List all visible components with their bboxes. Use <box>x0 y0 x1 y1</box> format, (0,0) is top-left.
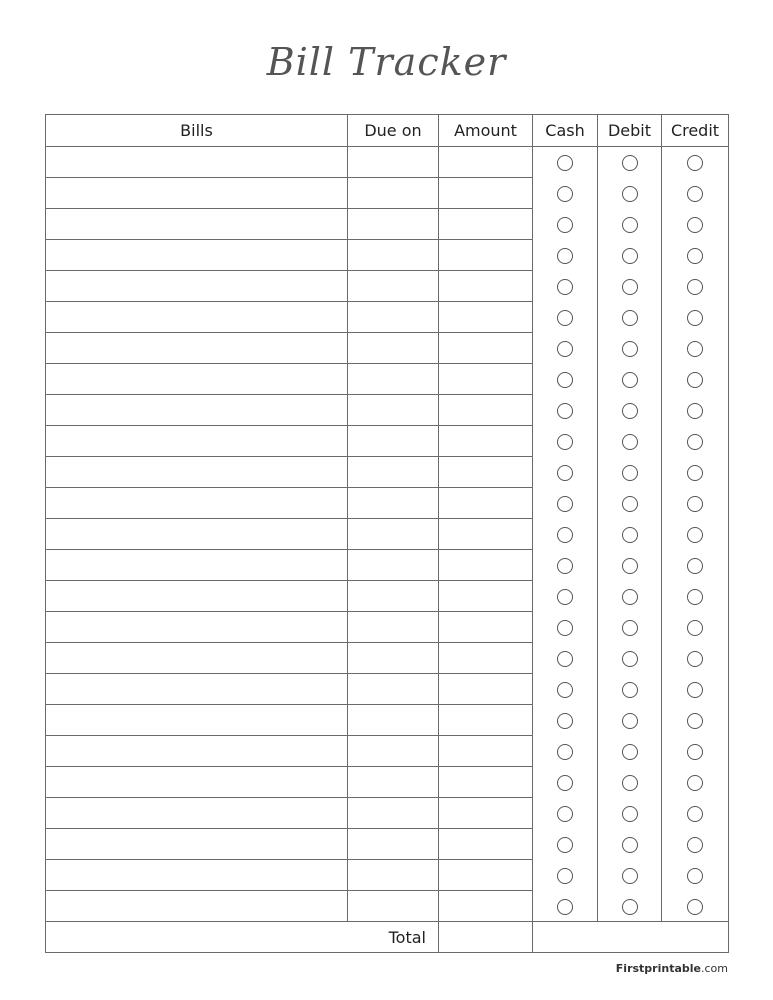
cash-checkbox[interactable] <box>557 279 573 295</box>
debit-checkbox[interactable] <box>622 589 638 605</box>
due-on-cell[interactable] <box>348 333 439 364</box>
amount-cell[interactable] <box>439 643 533 674</box>
col-header-cash: Cash <box>533 115 598 147</box>
cash-cell <box>533 705 598 736</box>
debit-checkbox[interactable] <box>622 682 638 698</box>
due-on-cell[interactable] <box>348 426 439 457</box>
cash-cell <box>533 240 598 271</box>
cash-cell <box>533 674 598 705</box>
amount-cell[interactable] <box>439 395 533 426</box>
amount-cell[interactable] <box>439 488 533 519</box>
credit-cell <box>662 271 729 302</box>
amount-cell[interactable] <box>439 860 533 891</box>
debit-cell <box>598 891 662 922</box>
cash-cell <box>533 147 598 178</box>
debit-checkbox[interactable] <box>622 744 638 760</box>
amount-cell[interactable] <box>439 333 533 364</box>
credit-checkbox[interactable] <box>687 775 703 791</box>
due-on-cell[interactable] <box>348 643 439 674</box>
debit-cell <box>598 457 662 488</box>
table-row <box>46 209 729 240</box>
bill-cell[interactable] <box>46 457 348 488</box>
cash-checkbox[interactable] <box>557 713 573 729</box>
debit-cell <box>598 488 662 519</box>
table-row <box>46 798 729 829</box>
due-on-cell[interactable] <box>348 302 439 333</box>
due-on-cell[interactable] <box>348 891 439 922</box>
debit-cell <box>598 798 662 829</box>
credit-checkbox[interactable] <box>687 403 703 419</box>
due-on-cell[interactable] <box>348 240 439 271</box>
cash-checkbox[interactable] <box>557 682 573 698</box>
due-on-cell[interactable] <box>348 674 439 705</box>
credit-checkbox[interactable] <box>687 682 703 698</box>
credit-checkbox[interactable] <box>687 248 703 264</box>
amount-cell[interactable] <box>439 178 533 209</box>
debit-cell <box>598 302 662 333</box>
credit-cell <box>662 643 729 674</box>
due-on-cell[interactable] <box>348 271 439 302</box>
credit-cell <box>662 550 729 581</box>
debit-cell <box>598 581 662 612</box>
amount-cell[interactable] <box>439 271 533 302</box>
cash-checkbox[interactable] <box>557 465 573 481</box>
cash-checkbox[interactable] <box>557 651 573 667</box>
cash-cell <box>533 581 598 612</box>
debit-cell <box>598 395 662 426</box>
footer-brand-name: Firstprintable <box>615 962 701 975</box>
due-on-cell[interactable] <box>348 705 439 736</box>
debit-cell <box>598 178 662 209</box>
amount-cell[interactable] <box>439 302 533 333</box>
credit-cell <box>662 736 729 767</box>
credit-checkbox[interactable] <box>687 558 703 574</box>
header-row <box>46 115 729 147</box>
cash-checkbox[interactable] <box>557 837 573 853</box>
bill-cell[interactable] <box>46 333 348 364</box>
bill-cell[interactable] <box>46 519 348 550</box>
cash-cell <box>533 829 598 860</box>
cash-checkbox[interactable] <box>557 558 573 574</box>
due-on-cell[interactable] <box>348 767 439 798</box>
cash-cell <box>533 271 598 302</box>
cash-checkbox[interactable] <box>557 434 573 450</box>
debit-checkbox[interactable] <box>622 434 638 450</box>
debit-cell <box>598 426 662 457</box>
debit-cell <box>598 550 662 581</box>
credit-cell <box>662 395 729 426</box>
cash-cell <box>533 550 598 581</box>
debit-checkbox[interactable] <box>622 155 638 171</box>
bill-cell[interactable] <box>46 302 348 333</box>
bill-cell[interactable] <box>46 612 348 643</box>
credit-cell <box>662 519 729 550</box>
credit-cell <box>662 488 729 519</box>
due-on-cell[interactable] <box>348 550 439 581</box>
credit-cell <box>662 240 729 271</box>
cash-checkbox[interactable] <box>557 186 573 202</box>
bill-cell[interactable] <box>46 426 348 457</box>
debit-cell <box>598 209 662 240</box>
amount-cell[interactable] <box>439 798 533 829</box>
credit-cell <box>662 612 729 643</box>
cash-cell <box>533 333 598 364</box>
debit-cell <box>598 271 662 302</box>
table-row <box>46 891 729 922</box>
debit-checkbox[interactable] <box>622 465 638 481</box>
amount-cell[interactable] <box>439 364 533 395</box>
table-row <box>46 488 729 519</box>
debit-cell <box>598 147 662 178</box>
cash-checkbox[interactable] <box>557 403 573 419</box>
bill-cell[interactable] <box>46 209 348 240</box>
bill-cell[interactable] <box>46 488 348 519</box>
credit-checkbox[interactable] <box>687 496 703 512</box>
table-row <box>46 767 729 798</box>
amount-cell[interactable] <box>439 767 533 798</box>
credit-cell <box>662 860 729 891</box>
footer-brand-suffix: .com <box>701 962 728 975</box>
debit-checkbox[interactable] <box>622 279 638 295</box>
debit-checkbox[interactable] <box>622 620 638 636</box>
bill-rows <box>46 147 729 922</box>
amount-cell[interactable] <box>439 550 533 581</box>
footer-brand <box>616 962 728 975</box>
cash-cell <box>533 302 598 333</box>
due-on-cell[interactable] <box>348 798 439 829</box>
credit-checkbox[interactable] <box>687 310 703 326</box>
debit-cell <box>598 736 662 767</box>
cash-checkbox[interactable] <box>557 589 573 605</box>
credit-cell <box>662 581 729 612</box>
amount-cell[interactable] <box>439 457 533 488</box>
bill-cell[interactable] <box>46 798 348 829</box>
cash-checkbox[interactable] <box>557 341 573 357</box>
cash-cell <box>533 457 598 488</box>
amount-cell[interactable] <box>439 209 533 240</box>
cash-cell <box>533 426 598 457</box>
debit-cell <box>598 705 662 736</box>
cash-checkbox[interactable] <box>557 899 573 915</box>
table-row <box>46 364 729 395</box>
bill-cell[interactable] <box>46 395 348 426</box>
col-header-due-on: Due on <box>348 115 439 147</box>
cash-checkbox[interactable] <box>557 372 573 388</box>
debit-checkbox[interactable] <box>622 341 638 357</box>
due-on-cell[interactable] <box>348 457 439 488</box>
amount-cell[interactable] <box>439 147 533 178</box>
col-header-bills: Bills <box>46 115 348 147</box>
credit-checkbox[interactable] <box>687 713 703 729</box>
table-row <box>46 426 729 457</box>
credit-checkbox[interactable] <box>687 465 703 481</box>
bill-cell[interactable] <box>46 736 348 767</box>
credit-cell <box>662 829 729 860</box>
credit-checkbox[interactable] <box>687 372 703 388</box>
debit-cell <box>598 767 662 798</box>
bill-cell[interactable] <box>46 364 348 395</box>
amount-cell[interactable] <box>439 891 533 922</box>
credit-cell <box>662 767 729 798</box>
table-row <box>46 302 729 333</box>
amount-cell[interactable] <box>439 426 533 457</box>
credit-cell <box>662 364 729 395</box>
table-row <box>46 395 729 426</box>
credit-checkbox[interactable] <box>687 341 703 357</box>
bill-cell[interactable] <box>46 891 348 922</box>
bill-cell[interactable] <box>46 829 348 860</box>
cash-checkbox[interactable] <box>557 620 573 636</box>
debit-cell <box>598 364 662 395</box>
cash-checkbox[interactable] <box>557 744 573 760</box>
debit-checkbox[interactable] <box>622 186 638 202</box>
table-row <box>46 581 729 612</box>
cash-cell <box>533 488 598 519</box>
bill-table <box>45 114 729 953</box>
debit-checkbox[interactable] <box>622 558 638 574</box>
total-amount-cell[interactable] <box>439 922 533 953</box>
due-on-cell[interactable] <box>348 364 439 395</box>
amount-cell[interactable] <box>439 240 533 271</box>
cash-checkbox[interactable] <box>557 868 573 884</box>
cash-cell <box>533 860 598 891</box>
due-on-cell[interactable] <box>348 488 439 519</box>
cash-cell <box>533 209 598 240</box>
col-header-debit: Debit <box>598 115 662 147</box>
debit-cell <box>598 333 662 364</box>
credit-cell <box>662 705 729 736</box>
due-on-cell[interactable] <box>348 612 439 643</box>
table-row <box>46 705 729 736</box>
table-row <box>46 333 729 364</box>
table-row <box>46 519 729 550</box>
cash-checkbox[interactable] <box>557 775 573 791</box>
cash-cell <box>533 767 598 798</box>
credit-checkbox[interactable] <box>687 186 703 202</box>
debit-checkbox[interactable] <box>622 217 638 233</box>
due-on-cell[interactable] <box>348 147 439 178</box>
table-row <box>46 457 729 488</box>
credit-cell <box>662 209 729 240</box>
table-row <box>46 550 729 581</box>
debit-cell <box>598 674 662 705</box>
debit-cell <box>598 240 662 271</box>
total-payment-cell <box>533 922 729 953</box>
debit-cell <box>598 860 662 891</box>
table-row <box>46 829 729 860</box>
credit-checkbox[interactable] <box>687 279 703 295</box>
page-title: Bill Tracker <box>266 40 507 84</box>
cash-checkbox[interactable] <box>557 310 573 326</box>
amount-cell[interactable] <box>439 612 533 643</box>
debit-checkbox[interactable] <box>622 403 638 419</box>
credit-cell <box>662 891 729 922</box>
credit-checkbox[interactable] <box>687 155 703 171</box>
cash-checkbox[interactable] <box>557 217 573 233</box>
bill-cell[interactable] <box>46 147 348 178</box>
due-on-cell[interactable] <box>348 829 439 860</box>
debit-checkbox[interactable] <box>622 837 638 853</box>
cash-checkbox[interactable] <box>557 527 573 543</box>
cash-cell <box>533 643 598 674</box>
credit-cell <box>662 333 729 364</box>
bill-cell[interactable] <box>46 178 348 209</box>
table-row <box>46 860 729 891</box>
credit-checkbox[interactable] <box>687 217 703 233</box>
credit-checkbox[interactable] <box>687 806 703 822</box>
table-row <box>46 271 729 302</box>
amount-cell[interactable] <box>439 705 533 736</box>
table-row <box>46 736 729 767</box>
cash-cell <box>533 364 598 395</box>
cash-cell <box>533 178 598 209</box>
table-row <box>46 643 729 674</box>
table-row <box>46 178 729 209</box>
bill-cell[interactable] <box>46 860 348 891</box>
table-row <box>46 147 729 178</box>
debit-cell <box>598 829 662 860</box>
debit-checkbox[interactable] <box>622 651 638 667</box>
bill-cell[interactable] <box>46 550 348 581</box>
total-label: Total <box>46 922 439 953</box>
amount-cell[interactable] <box>439 829 533 860</box>
credit-checkbox[interactable] <box>687 899 703 915</box>
col-header-credit: Credit <box>662 115 729 147</box>
debit-cell <box>598 519 662 550</box>
table-row <box>46 674 729 705</box>
due-on-cell[interactable] <box>348 860 439 891</box>
amount-cell[interactable] <box>439 581 533 612</box>
cash-cell <box>533 612 598 643</box>
credit-cell <box>662 302 729 333</box>
table-row <box>46 240 729 271</box>
credit-checkbox[interactable] <box>687 837 703 853</box>
credit-checkbox[interactable] <box>687 620 703 636</box>
credit-cell <box>662 798 729 829</box>
cash-checkbox[interactable] <box>557 248 573 264</box>
debit-checkbox[interactable] <box>622 806 638 822</box>
amount-cell[interactable] <box>439 736 533 767</box>
amount-cell[interactable] <box>439 519 533 550</box>
credit-cell <box>662 457 729 488</box>
credit-checkbox[interactable] <box>687 868 703 884</box>
credit-cell <box>662 426 729 457</box>
col-header-amount: Amount <box>439 115 533 147</box>
total-row <box>46 922 729 953</box>
debit-cell <box>598 643 662 674</box>
credit-checkbox[interactable] <box>687 744 703 760</box>
due-on-cell[interactable] <box>348 178 439 209</box>
due-on-cell[interactable] <box>348 395 439 426</box>
credit-cell <box>662 178 729 209</box>
due-on-cell[interactable] <box>348 581 439 612</box>
debit-checkbox[interactable] <box>622 527 638 543</box>
debit-cell <box>598 612 662 643</box>
debit-checkbox[interactable] <box>622 248 638 264</box>
bill-cell[interactable] <box>46 705 348 736</box>
cash-checkbox[interactable] <box>557 155 573 171</box>
debit-checkbox[interactable] <box>622 496 638 512</box>
credit-cell <box>662 674 729 705</box>
cash-cell <box>533 395 598 426</box>
due-on-cell[interactable] <box>348 519 439 550</box>
debit-checkbox[interactable] <box>622 713 638 729</box>
cash-cell <box>533 519 598 550</box>
table-row <box>46 612 729 643</box>
credit-checkbox[interactable] <box>687 651 703 667</box>
cash-checkbox[interactable] <box>557 806 573 822</box>
bill-cell[interactable] <box>46 271 348 302</box>
credit-checkbox[interactable] <box>687 527 703 543</box>
cash-cell <box>533 736 598 767</box>
credit-checkbox[interactable] <box>687 434 703 450</box>
bill-cell[interactable] <box>46 643 348 674</box>
debit-checkbox[interactable] <box>622 775 638 791</box>
bill-cell[interactable] <box>46 240 348 271</box>
credit-cell <box>662 147 729 178</box>
amount-cell[interactable] <box>439 674 533 705</box>
cash-checkbox[interactable] <box>557 496 573 512</box>
debit-checkbox[interactable] <box>622 310 638 326</box>
debit-checkbox[interactable] <box>622 372 638 388</box>
cash-cell <box>533 891 598 922</box>
due-on-cell[interactable] <box>348 736 439 767</box>
debit-checkbox[interactable] <box>622 868 638 884</box>
debit-checkbox[interactable] <box>622 899 638 915</box>
due-on-cell[interactable] <box>348 209 439 240</box>
bill-cell[interactable] <box>46 767 348 798</box>
cash-cell <box>533 798 598 829</box>
bill-cell[interactable] <box>46 581 348 612</box>
credit-checkbox[interactable] <box>687 589 703 605</box>
bill-cell[interactable] <box>46 674 348 705</box>
